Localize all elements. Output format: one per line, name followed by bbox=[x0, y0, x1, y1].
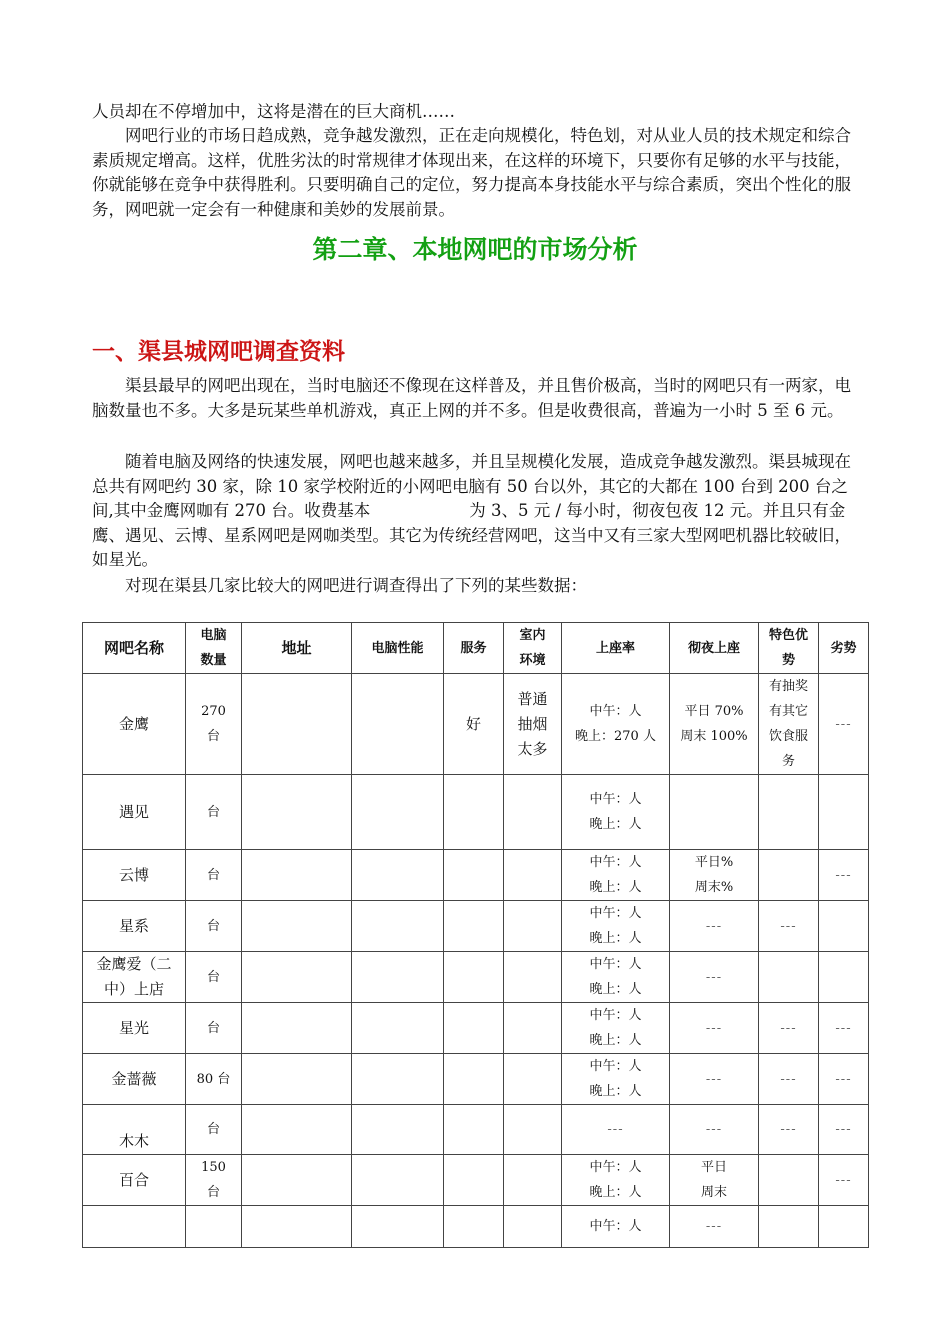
cell-performance bbox=[352, 1003, 444, 1054]
cell-feature: --- bbox=[759, 1054, 819, 1105]
cell-count: 台 bbox=[186, 901, 242, 952]
table-row bbox=[83, 1155, 869, 1206]
table-row bbox=[83, 1054, 869, 1105]
cell-occupancy: 中午：人 晚上：人 bbox=[562, 1003, 670, 1054]
cell-address bbox=[242, 952, 352, 1003]
cell-occupancy: 中午：人 晚上：270 人 bbox=[562, 674, 670, 775]
cell-weakness bbox=[819, 952, 869, 1003]
cell-weakness bbox=[819, 901, 869, 952]
cell-environment bbox=[504, 1206, 562, 1248]
cell-weakness: --- bbox=[819, 850, 869, 901]
intro-line: 人员却在不停增加中，这将是潜在的巨大商机…… bbox=[92, 102, 455, 121]
cell-name bbox=[83, 1206, 186, 1248]
cell-overnight: --- bbox=[670, 1105, 759, 1155]
header-overnight: 彻夜上座 bbox=[670, 623, 759, 674]
cell-feature bbox=[759, 775, 819, 850]
cell-weakness: --- bbox=[819, 674, 869, 775]
header-service: 服务 bbox=[444, 623, 504, 674]
cell-occupancy: --- bbox=[562, 1105, 670, 1155]
cell-overnight: 平日 周末 bbox=[670, 1155, 759, 1206]
cell-name: 遇见 bbox=[83, 775, 186, 850]
cell-name: 金鹰爱（二 中）上店 bbox=[83, 952, 186, 1003]
cell-feature: --- bbox=[759, 1003, 819, 1054]
cell-service bbox=[444, 1105, 504, 1155]
cell-environment: 普通 抽烟 太多 bbox=[504, 674, 562, 775]
header-count: 电脑 数量 bbox=[186, 623, 242, 674]
cell-overnight: --- bbox=[670, 1054, 759, 1105]
survey-table bbox=[82, 622, 869, 1248]
cell-overnight: --- bbox=[670, 1003, 759, 1054]
cell-performance bbox=[352, 674, 444, 775]
cell-service: 好 bbox=[444, 674, 504, 775]
table-header-row bbox=[83, 623, 869, 674]
cell-service bbox=[444, 775, 504, 850]
cell-feature bbox=[759, 850, 819, 901]
cell-count: 80 台 bbox=[186, 1054, 242, 1105]
cell-environment bbox=[504, 775, 562, 850]
cell-occupancy: 中午：人 晚上：人 bbox=[562, 952, 670, 1003]
cell-service bbox=[444, 1155, 504, 1206]
paragraph-survey-intro: 对现在渠县几家比较大的网吧进行调查得出了下列的某些数据： bbox=[125, 576, 587, 595]
cell-performance bbox=[352, 850, 444, 901]
cell-occupancy: 中午：人 晚上：人 bbox=[562, 901, 670, 952]
cell-overnight: 平日% 周末% bbox=[670, 850, 759, 901]
cell-environment bbox=[504, 952, 562, 1003]
cell-count: 台 bbox=[186, 952, 242, 1003]
cell-performance bbox=[352, 1105, 444, 1155]
table-row bbox=[83, 952, 869, 1003]
cell-count: 270 台 bbox=[186, 674, 242, 775]
paragraph-development: 随着电脑及网络的快速发展，网吧也越来越多，并且呈规模化发展，造成竞争越发激烈。渠县城现在总共有网吧约 30 家，除 10 家学校附近的小网吧电脑有 50 台以外，其它的大都在 100 台到 200 台之间,其中金鹰网咖有 270 台。收费基本 为 3、5 元 / 每小时，彻夜包夜 12 元。并且只有金鹰、遇见、云博、星系网吧是网咖类型。其它为传统经营网吧，这当中又有三家大型网吧机器比较破旧，如星光。 bbox=[92, 452, 851, 569]
cell-occupancy: 中午：人 bbox=[562, 1206, 670, 1248]
intro-paragraph: 网吧行业的市场日趋成熟，竞争越发激烈，正在走向规模化，特色划，对从业人员的技术规定和综合素质规定增高。这样，优胜劣汰的时常规律才体现出来，在这样的环境下，只要你有足够的水平与技能，你就能够在竞争中获得胜利。只要明确自己的定位，努力提高本身技能水平与综合素质，突出个性化的服务，网吧就一定会有一种健康和美妙的发展前景。 bbox=[92, 126, 851, 219]
header-weakness: 劣势 bbox=[819, 623, 869, 674]
cell-environment bbox=[504, 1155, 562, 1206]
cell-service bbox=[444, 850, 504, 901]
cell-performance bbox=[352, 901, 444, 952]
cell-environment bbox=[504, 850, 562, 901]
cell-address bbox=[242, 901, 352, 952]
cell-weakness bbox=[819, 1206, 869, 1248]
header-feature: 特色优 势 bbox=[759, 623, 819, 674]
table-row bbox=[83, 674, 869, 775]
table-row bbox=[83, 850, 869, 901]
cell-name: 木木 bbox=[83, 1105, 186, 1155]
cell-weakness: --- bbox=[819, 1155, 869, 1206]
cell-address bbox=[242, 1003, 352, 1054]
table-row bbox=[83, 775, 869, 850]
paragraph-history: 渠县最早的网吧出现在，当时电脑还不像现在这样普及，并且售价极高，当时的网吧只有一两家，电脑数量也不多。大多是玩某些单机游戏，真正上网的并不多。但是收费很高，普遍为一小时 5 至 6 元。 bbox=[92, 376, 851, 420]
cell-weakness: --- bbox=[819, 1105, 869, 1155]
cell-performance bbox=[352, 775, 444, 850]
cell-feature: --- bbox=[759, 1105, 819, 1155]
cell-feature: 有抽奖 有其它 饮食服 务 bbox=[759, 674, 819, 775]
table-row bbox=[83, 1003, 869, 1054]
cell-address bbox=[242, 1054, 352, 1105]
cell-performance bbox=[352, 1206, 444, 1248]
table-row bbox=[83, 901, 869, 952]
cell-weakness: --- bbox=[819, 1003, 869, 1054]
header-address: 地址 bbox=[242, 623, 352, 674]
cell-feature bbox=[759, 952, 819, 1003]
cell-service bbox=[444, 1003, 504, 1054]
cell-count bbox=[186, 1206, 242, 1248]
cell-service bbox=[444, 952, 504, 1003]
header-occupancy: 上座率 bbox=[562, 623, 670, 674]
cell-address bbox=[242, 1105, 352, 1155]
cell-count: 台 bbox=[186, 775, 242, 850]
cell-performance bbox=[352, 1054, 444, 1105]
cell-environment bbox=[504, 901, 562, 952]
section-title: 一、渠县城网吧调查资料 bbox=[92, 339, 345, 365]
cell-feature: --- bbox=[759, 901, 819, 952]
cell-overnight: 平日 70% 周末 100% bbox=[670, 674, 759, 775]
cell-name: 金蔷薇 bbox=[83, 1054, 186, 1105]
cell-name: 百合 bbox=[83, 1155, 186, 1206]
cell-count: 台 bbox=[186, 1003, 242, 1054]
cell-occupancy: 中午：人 晚上：人 bbox=[562, 775, 670, 850]
header-environment: 室内 环境 bbox=[504, 623, 562, 674]
cell-overnight: --- bbox=[670, 952, 759, 1003]
cell-feature bbox=[759, 1206, 819, 1248]
cell-performance bbox=[352, 952, 444, 1003]
table-row bbox=[83, 1206, 869, 1248]
cell-name: 星光 bbox=[83, 1003, 186, 1054]
header-performance: 电脑性能 bbox=[352, 623, 444, 674]
cell-address bbox=[242, 674, 352, 775]
cell-service bbox=[444, 1206, 504, 1248]
cell-overnight bbox=[670, 775, 759, 850]
cell-occupancy: 中午：人 晚上：人 bbox=[562, 850, 670, 901]
cell-name: 星系 bbox=[83, 901, 186, 952]
cell-count: 台 bbox=[186, 1105, 242, 1155]
cell-overnight: --- bbox=[670, 901, 759, 952]
cell-environment bbox=[504, 1105, 562, 1155]
cell-address bbox=[242, 1206, 352, 1248]
cell-occupancy: 中午：人 晚上：人 bbox=[562, 1155, 670, 1206]
cell-feature bbox=[759, 1155, 819, 1206]
cell-occupancy: 中午：人 晚上：人 bbox=[562, 1054, 670, 1105]
cell-service bbox=[444, 901, 504, 952]
cell-address bbox=[242, 1155, 352, 1206]
cell-environment bbox=[504, 1054, 562, 1105]
cell-environment bbox=[504, 1003, 562, 1054]
cell-address bbox=[242, 850, 352, 901]
cell-overnight: --- bbox=[670, 1206, 759, 1248]
cell-performance bbox=[352, 1155, 444, 1206]
cell-weakness: --- bbox=[819, 1054, 869, 1105]
cell-name: 云博 bbox=[83, 850, 186, 901]
cell-count: 台 bbox=[186, 850, 242, 901]
cell-address bbox=[242, 775, 352, 850]
cell-service bbox=[444, 1054, 504, 1105]
table-row bbox=[83, 1105, 869, 1155]
header-name: 网吧名称 bbox=[83, 623, 186, 674]
cell-name: 金鹰 bbox=[83, 674, 186, 775]
cell-weakness bbox=[819, 775, 869, 850]
chapter-title: 第二章、本地网吧的市场分析 bbox=[312, 235, 638, 264]
cell-count: 150 台 bbox=[186, 1155, 242, 1206]
